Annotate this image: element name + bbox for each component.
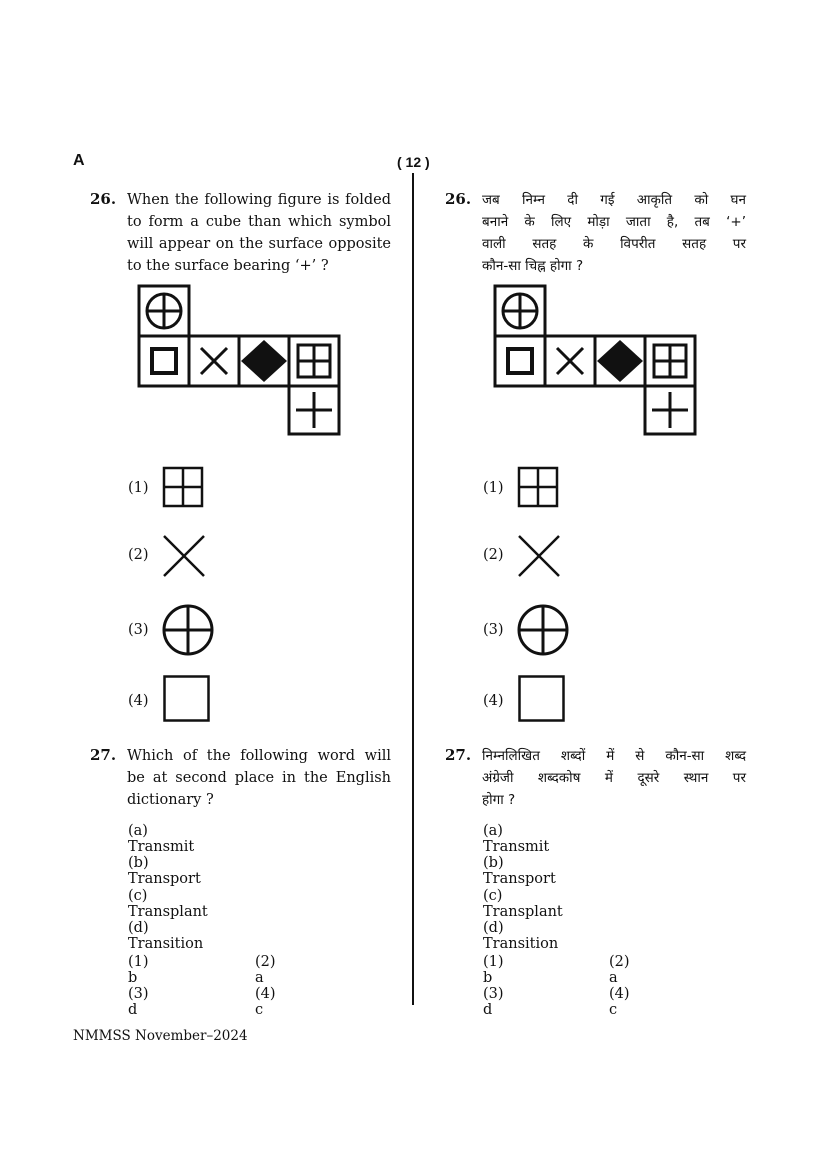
x-cross-icon [163,535,205,577]
empty-square-icon [518,675,565,722]
question-line: will appear on the surface opposite [127,236,391,252]
question-line: कौन-सा चिह्न होगा ? [482,258,584,274]
question-line: बनाने के लिए मोड़ा जाता है, तब ‘+’ [482,214,746,230]
choice-c: (c) Transplant [483,888,563,920]
option-1-label: (1) [128,480,149,496]
option-3-label: (3) [128,622,149,638]
option-3-label: (3) [483,622,504,638]
question-line: When the following figure is folded [127,192,391,208]
answer-2: (2) a [609,954,630,986]
question-number: 27. [445,746,472,764]
question-number: 26. [445,190,472,208]
answer-1: (1) b [483,954,504,986]
question-number: 27. [90,746,117,764]
choice-a: (a) Transmit [128,823,195,855]
empty-square-icon [163,675,210,722]
question-line: अंग्रेजी शब्दकोष में दूसरे स्थान पर [482,770,746,786]
circle-plus-icon [517,604,569,656]
option-4-label: (4) [483,693,504,709]
page-number: ( 12 ) [397,154,430,170]
question-line: be at second place in the English [127,770,391,786]
question-text [482,189,746,277]
x-cross-icon [518,535,560,577]
choice-a: (a) Transmit [483,823,550,855]
question-line: dictionary ? [127,792,214,808]
option-1-label: (1) [483,480,504,496]
answer-4: (4) c [609,986,630,1018]
cube-net-figure [493,284,697,436]
choice-c: (c) Transplant [128,888,208,920]
grid-square-icon [162,466,204,508]
grid-square-icon [517,466,559,508]
answer-1: (1) b [128,954,149,986]
circle-plus-icon [162,604,214,656]
option-4-label: (4) [128,693,149,709]
option-2-label: (2) [483,547,504,563]
footer-exam-title: NMMSS November–2024 [73,1028,248,1044]
column-divider [412,173,414,1005]
answer-2: (2) a [255,954,276,986]
answer-3: (3) d [128,986,149,1018]
question-line: होगा ? [482,792,516,808]
answer-3: (3) d [483,986,504,1018]
question-line: जब निम्न दी गई आकृति को घन [482,192,746,208]
question-number: 26. [90,190,117,208]
question-text [127,745,391,811]
choice-d: (d) Transition [483,920,559,952]
question-text [127,189,391,277]
question-line: Which of the following word will [127,748,391,764]
set-code: A [73,152,85,169]
choice-b: (b) Transport [128,855,201,887]
question-line: वाली सतह के विपरीत सतह पर [482,236,746,252]
cube-net-figure [137,284,341,436]
answer-4: (4) c [255,986,276,1018]
choice-b: (b) Transport [483,855,556,887]
choice-d: (d) Transition [128,920,204,952]
question-line: निम्नलिखित शब्दों में से कौन-सा शब्द [482,748,746,764]
option-2-label: (2) [128,547,149,563]
question-line: to form a cube than which symbol [127,214,391,230]
question-text [482,745,746,811]
question-line: to the surface bearing ‘+’ ? [127,258,329,274]
